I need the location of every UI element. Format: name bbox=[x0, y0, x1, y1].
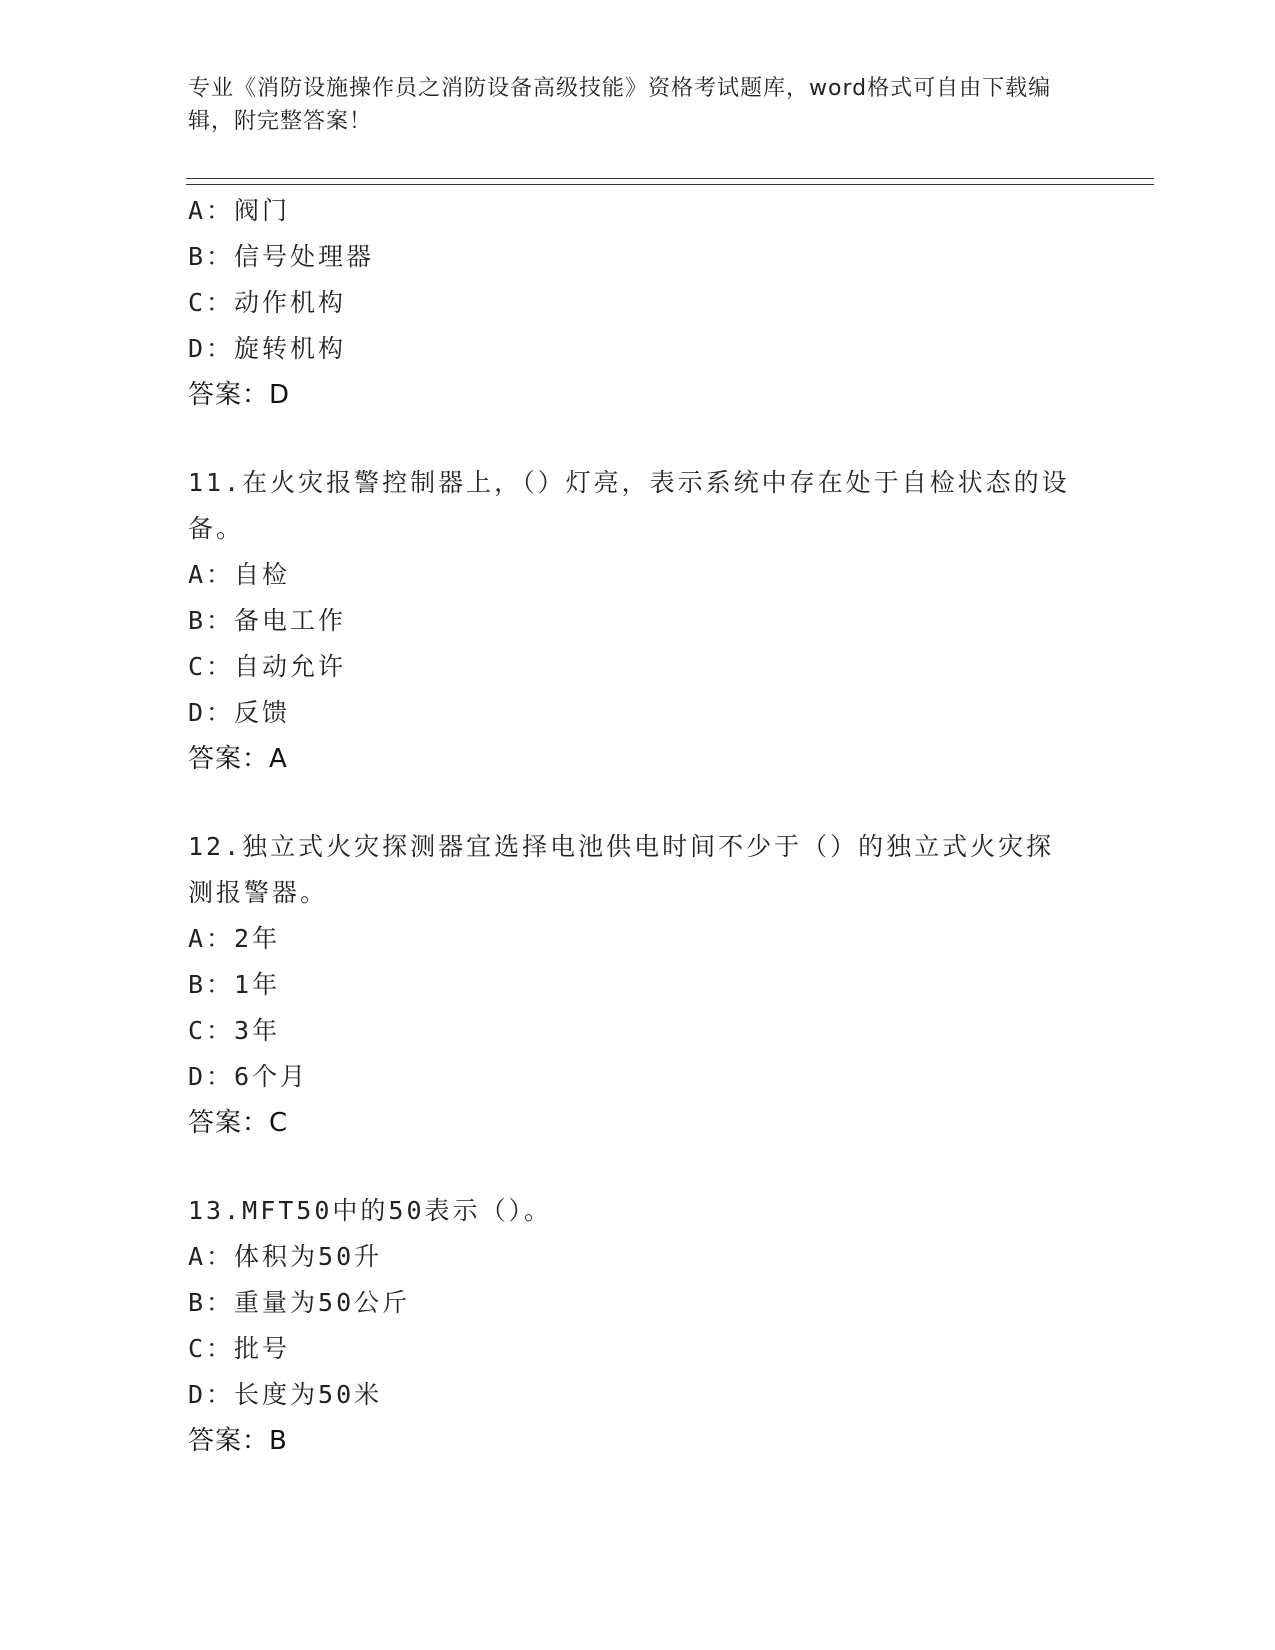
option-b: B：重量为50公斤 bbox=[188, 1288, 411, 1317]
answer: 答案：C bbox=[188, 1108, 289, 1138]
question-12 bbox=[188, 824, 1088, 1146]
question-11 bbox=[188, 460, 1088, 782]
option-b: B：1年 bbox=[188, 970, 281, 999]
option-c: C：3年 bbox=[188, 1016, 281, 1045]
header-divider-top bbox=[186, 178, 1154, 179]
question-text: 13.MFT50中的50表示（）。 bbox=[188, 1196, 553, 1225]
question-text: 12.独立式火灾探测器宜选择电池供电时间不少于（）的独立式火灾探测报警器。 bbox=[188, 832, 1055, 907]
option-a: A：体积为50升 bbox=[188, 1242, 383, 1271]
option-a: A：自检 bbox=[188, 560, 291, 589]
option-c: C：动作机构 bbox=[188, 288, 347, 317]
answer: 答案：B bbox=[188, 1426, 288, 1456]
option-d: D：反馈 bbox=[188, 698, 291, 727]
option-c: C：自动允许 bbox=[188, 652, 347, 681]
question-13 bbox=[188, 1188, 1088, 1464]
question-10 bbox=[188, 188, 1088, 418]
document-header: 专业《消防设施操作员之消防设备高级技能》资格考试题库，word格式可自由下载编辑，附完整答案！ bbox=[188, 76, 1052, 134]
option-b: B：备电工作 bbox=[188, 606, 347, 635]
question-text: 11.在火灾报警控制器上，（）灯亮，表示系统中存在处于自检状态的设备。 bbox=[188, 468, 1070, 543]
answer: 答案：A bbox=[188, 744, 288, 774]
option-a: A：2年 bbox=[188, 924, 281, 953]
option-d: D：6个月 bbox=[188, 1062, 309, 1091]
header-divider-bottom bbox=[186, 184, 1154, 185]
answer: 答案：D bbox=[188, 380, 291, 410]
option-c: C：批号 bbox=[188, 1334, 291, 1363]
option-d: D：旋转机构 bbox=[188, 334, 347, 363]
option-b: B：信号处理器 bbox=[188, 242, 375, 271]
option-d: D：长度为50米 bbox=[188, 1380, 383, 1409]
option-a: A：阀门 bbox=[188, 196, 291, 225]
question-list bbox=[188, 188, 1088, 1464]
